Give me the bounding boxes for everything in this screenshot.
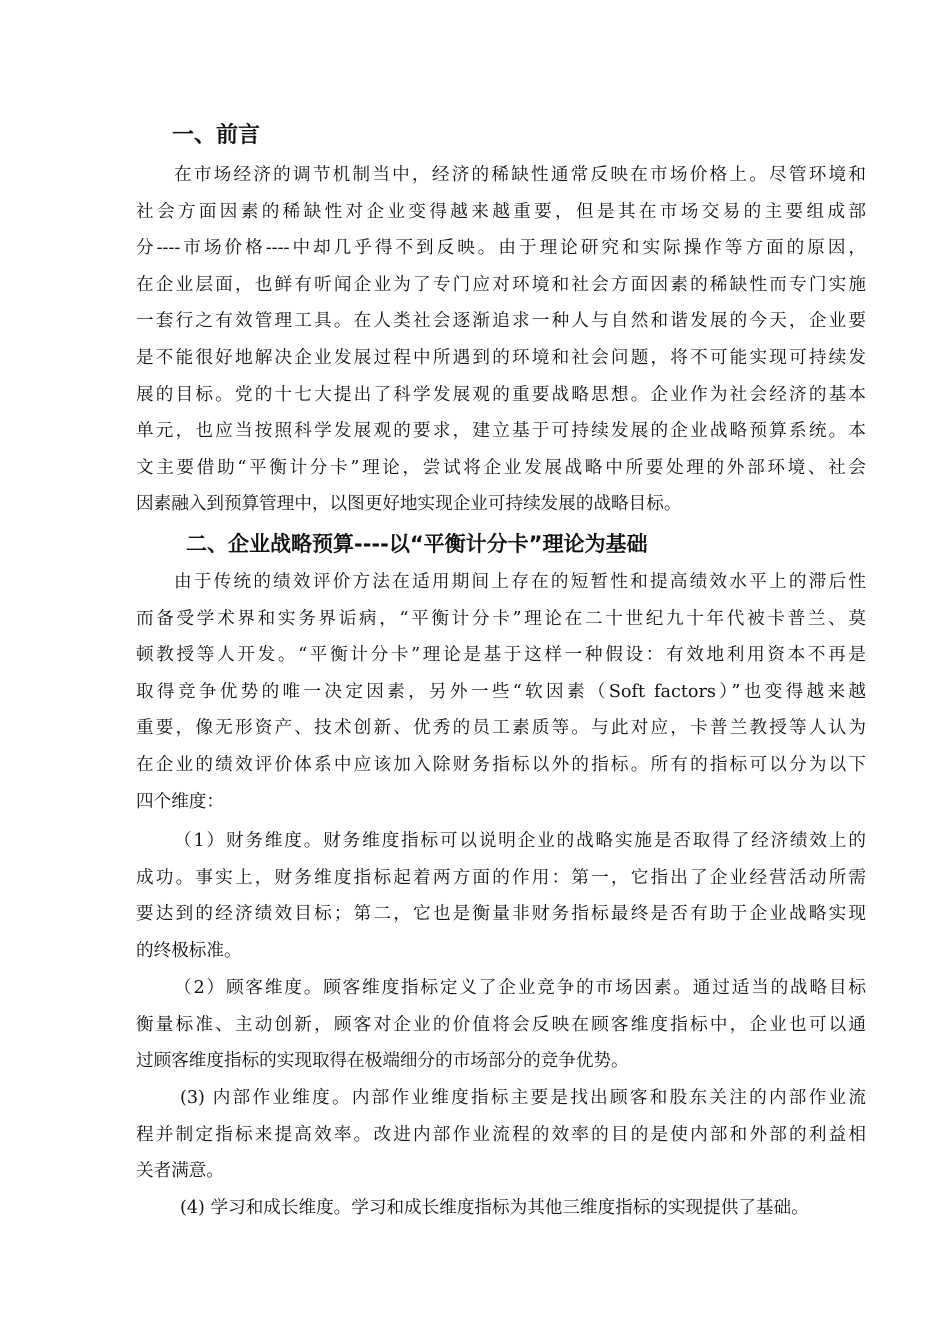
text-line: 过顾客维度指标的实现取得在极端细分的市场部分的竞争优势。 bbox=[136, 1051, 629, 1072]
text-line: 文主要借助“平衡计分卡”理论，尝试将企业发展战略中所要处理的外部环境、社会 bbox=[136, 457, 866, 478]
preface-paragraph bbox=[136, 157, 866, 523]
text-line: (3) 内部作业维度。内部作业维度指标主要是找出顾客和股东关注的内部作业流 bbox=[180, 1088, 866, 1108]
financial-dimension-paragraph bbox=[136, 823, 866, 969]
text-line: 展的目标。党的十七大提出了科学发展观的重要战略思想。企业作为社会经济的基本 bbox=[136, 384, 866, 405]
text-line: 在市场经济的调节机制当中，经济的稀缺性通常反映在市场价格上。尽管环境和 bbox=[174, 165, 866, 185]
section-heading-preface: 一、前言 bbox=[172, 123, 261, 148]
text-line: 在企业的绩效评价体系中应该加入除财务指标以外的指标。所有的指标可以分为以下 bbox=[136, 754, 866, 775]
section-heading-strategic-budget: 二、企业战略预算----以“平衡计分卡”理论为基础 bbox=[186, 532, 648, 556]
text-line: 是不能很好地解决企业发展过程中所遇到的环境和社会问题，将不可能实现可持续发 bbox=[136, 347, 866, 368]
text-line: 成功。事实上，财务维度指标起着两方面的作用：第一，它指出了企业经营活动所需 bbox=[136, 867, 866, 888]
text-line: 的终极标准。 bbox=[136, 940, 242, 961]
bsc-intro-paragraph bbox=[136, 564, 866, 820]
customer-dimension-paragraph bbox=[136, 970, 866, 1080]
text-line: 程并制定指标来提高效率。改进内部作业流程的效率的目的是使内部和外部的利益相 bbox=[136, 1124, 866, 1145]
learning-growth-dimension-paragraph bbox=[136, 1190, 866, 1227]
text-line: 重要，像无形资产、技术创新、优秀的员工素质等。与此对应，卡普兰教授等人认为 bbox=[136, 718, 866, 739]
text-line: 顿教授等人开发。“平衡计分卡”理论是基于这样一种假设：有效地利用资本不再是 bbox=[136, 645, 866, 666]
text-line: 在企业层面，也鲜有听闻企业为了专门应对环境和社会方面因素的稀缺性而专门实施 bbox=[136, 274, 866, 295]
text-line: 单元，也应当按照科学发展观的要求，建立基于可持续发展的企业战略预算系统。本 bbox=[136, 421, 866, 442]
text-line: 一套行之有效管理工具。在人类社会逐渐追求一种人与自然和谐发展的今天，企业要 bbox=[136, 311, 866, 332]
text-line: 分----市场价格----中却几乎得不到反映。由于理论研究和实际操作等方面的原因， bbox=[136, 238, 866, 259]
text-line: 而备受学术界和实务界诟病，“平衡计分卡”理论在二十世纪九十年代被卡普兰、莫 bbox=[136, 608, 866, 629]
text-line: 关者满意。 bbox=[136, 1161, 224, 1182]
text-line: （1）财务维度。财务维度指标可以说明企业的战略实施是否取得了经济绩效上的 bbox=[174, 831, 866, 851]
text-line: 由于传统的绩效评价方法在适用期间上存在的短暂性和提高绩效水平上的滞后性 bbox=[174, 572, 866, 592]
text-line: 取得竞争优势的唯一决定因素，另外一些“软因素（Soft factors）”也变得越来越 bbox=[136, 681, 866, 702]
text-line: 衡量标准、主动创新，顾客对企业的价值将会反映在顾客维度指标中，企业也可以通 bbox=[136, 1014, 866, 1035]
text-line: 四个维度： bbox=[136, 791, 224, 812]
internal-process-dimension-paragraph bbox=[136, 1080, 866, 1190]
text-line: 要达到的经济绩效目标；第二，它也是衡量非财务指标最终是否有助于企业战略实现 bbox=[136, 904, 866, 925]
text-line: （2）顾客维度。顾客维度指标定义了企业竞争的市场因素。通过适当的战略目标 bbox=[174, 978, 866, 998]
text-line: 社会方面因素的稀缺性对企业变得越来越重要，但是其在市场交易的主要组成部 bbox=[136, 201, 866, 222]
text-line: (4) 学习和成长维度。学习和成长维度指标为其他三维度指标的实现提供了基础。 bbox=[180, 1198, 809, 1218]
text-line: 因素融入到预算管理中，以图更好地实现企业可持续发展的战略目标。 bbox=[136, 494, 682, 515]
